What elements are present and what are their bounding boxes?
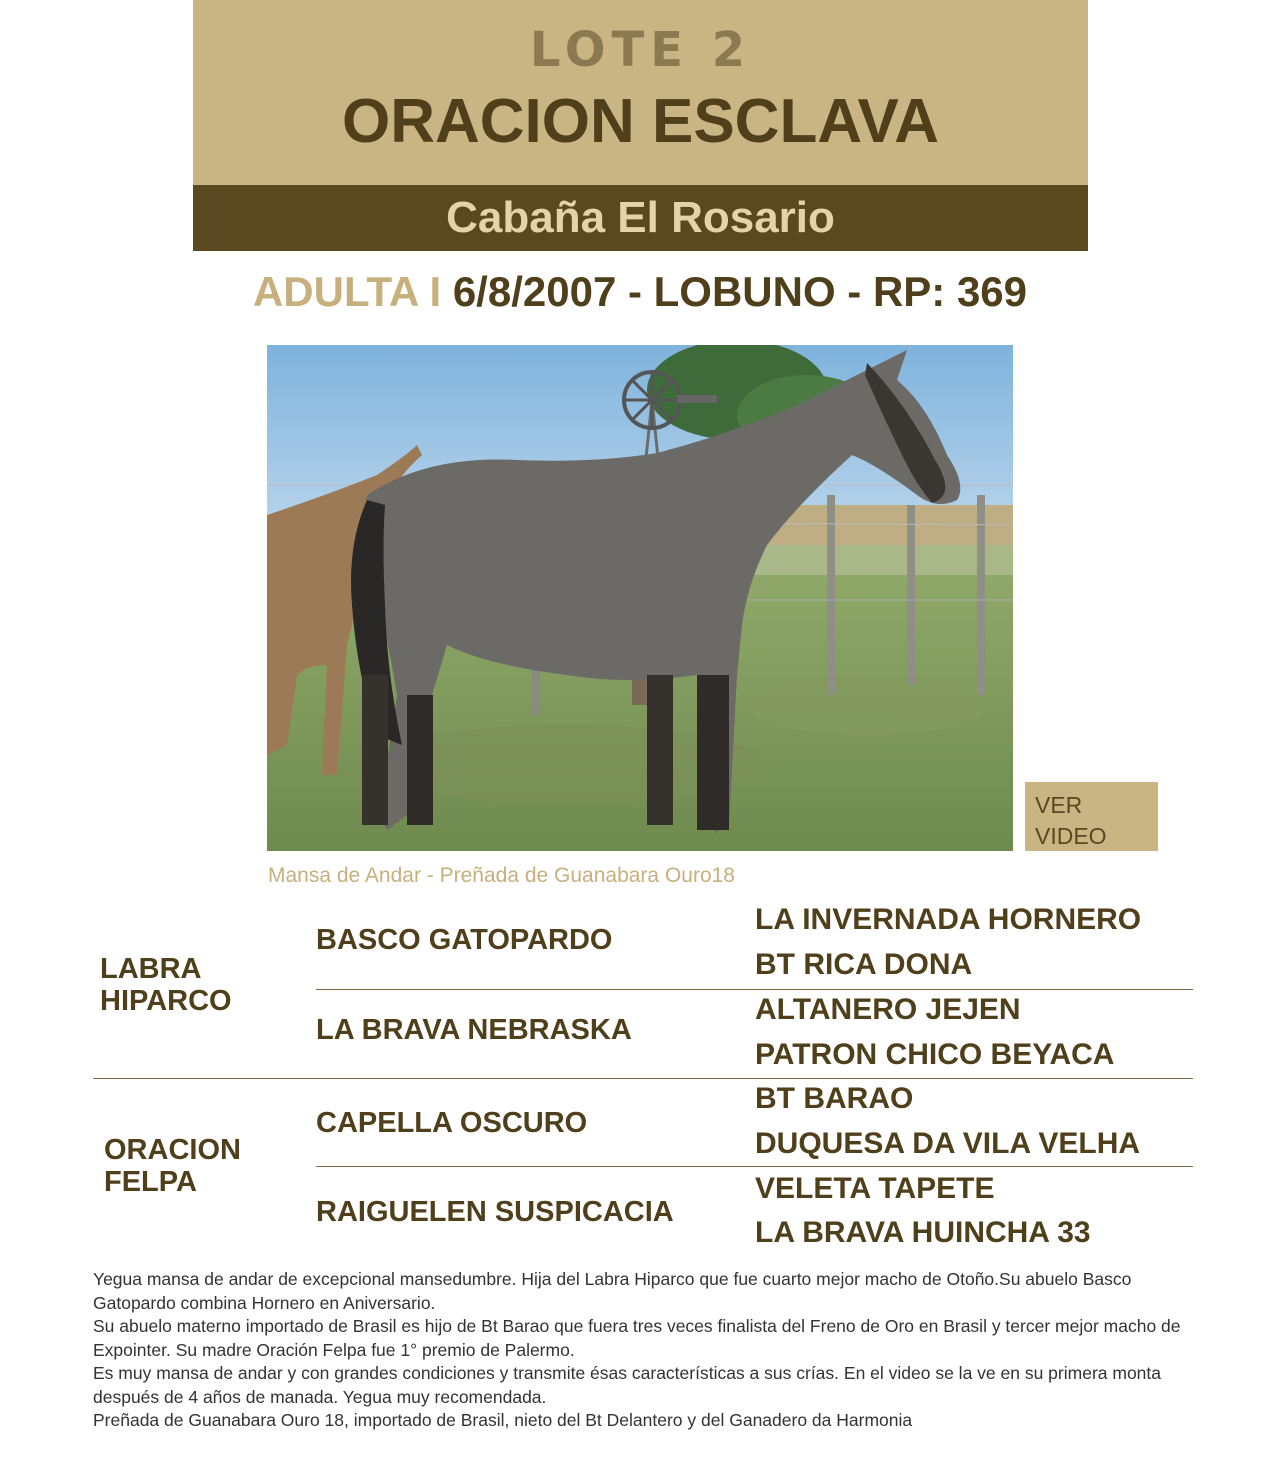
sire-name-line2: HIPARCO xyxy=(100,985,232,1017)
maternal-granddam: RAIGUELEN SUSPICACIA xyxy=(316,1196,674,1228)
description-paragraph: Preñada de Guanabara Ouro 18, importado de Brasil, nieto del Bt Delantero y del Ganadero da Harmonia xyxy=(93,1410,913,1430)
paternal-grandsire-sire: LA INVERNADA HORNERO xyxy=(755,903,1142,936)
description-paragraph: Yegua mansa de andar de excepcional mansedumbre. Hija del Labra Hiparco que fue cuarto mejor macho de Otoño.Su abuelo Basco Gatopardo combina Hornero en Aniversario. xyxy=(93,1269,1132,1313)
breeder-banner xyxy=(193,185,1088,251)
dam-name-line2: FELPA xyxy=(104,1166,197,1198)
sire-name-line1: LABRA xyxy=(100,953,202,985)
description-text xyxy=(93,1268,1193,1433)
paternal-granddam-dam: PATRON CHICO BEYACA xyxy=(755,1038,1115,1071)
paternal-grandsire-dam: BT RICA DONA xyxy=(755,948,973,981)
video-button-line2: VIDEO xyxy=(1035,823,1107,849)
horse-info-line xyxy=(0,266,1280,318)
header-banner xyxy=(193,0,1088,185)
pedigree-divider xyxy=(316,1166,1193,1167)
paternal-granddam-sire: ALTANERO JEJEN xyxy=(755,993,1021,1026)
dam-name-line1: ORACION xyxy=(104,1134,241,1166)
video-button-line1: VER xyxy=(1035,792,1083,818)
paternal-granddam: LA BRAVA NEBRASKA xyxy=(316,1014,632,1046)
pedigree-divider xyxy=(316,989,1193,990)
breeder-name: Cabaña El Rosario xyxy=(446,193,835,242)
maternal-granddam-sire: VELETA TAPETE xyxy=(755,1172,995,1205)
horse-photo xyxy=(267,345,1013,851)
description-paragraph: Es muy mansa de andar y con grandes condiciones y transmite ésas características a sus crías. En el video se la ve en su primera monta después de 4 años de manada. Yegua muy recomendada. xyxy=(93,1363,1162,1407)
maternal-grandsire: CAPELLA OSCURO xyxy=(316,1107,588,1139)
maternal-grandsire-sire: BT BARAO xyxy=(755,1082,914,1115)
maternal-granddam-dam: LA BRAVA HUINCHA 33 xyxy=(755,1216,1091,1249)
watch-video-button[interactable] xyxy=(1025,782,1158,851)
horse-name: ORACION ESCLAVA xyxy=(341,87,940,156)
horse-details: 6/8/2007 - LOBUNO - RP: 369 xyxy=(452,268,1028,315)
paternal-grandsire: BASCO GATOPARDO xyxy=(316,924,613,956)
info-separator: I xyxy=(429,268,442,315)
description-paragraph: Su abuelo materno importado de Brasil es hijo de Bt Barao que fuera tres veces finalista del Freno de Oro en Brasil y tercer mejor macho de Expointer. Su madre Oración Felpa fue 1° premio de Palermo. xyxy=(93,1316,1181,1360)
age-category: ADULTA xyxy=(252,268,418,315)
maternal-grandsire-dam: DUQUESA DA VILA VELHA xyxy=(755,1127,1141,1160)
lot-number: LOTE 2 xyxy=(529,22,752,78)
photo-caption: Mansa de Andar - Preñada de Guanabara Ouro18 xyxy=(268,864,735,887)
pedigree-divider xyxy=(93,1078,1193,1079)
